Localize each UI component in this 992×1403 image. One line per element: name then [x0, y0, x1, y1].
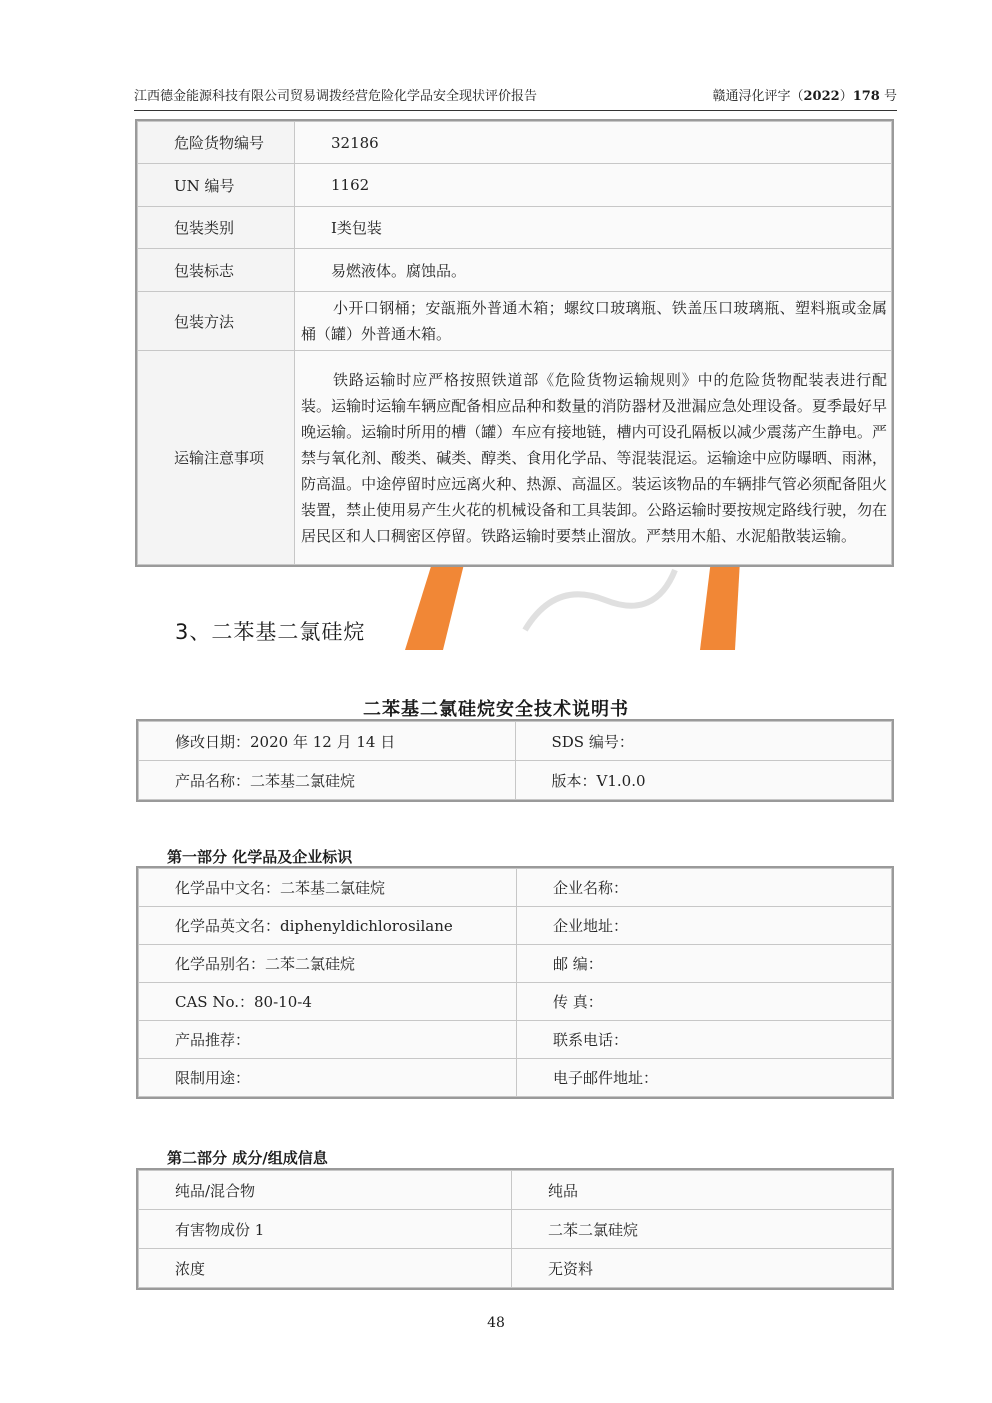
- cell-right: 企业地址：: [517, 907, 892, 945]
- table-row: [138, 351, 892, 565]
- row-key: 包装标志: [138, 249, 295, 292]
- cell-right: 邮 编：: [517, 945, 892, 983]
- part2-title: 第二部分 成分/组成信息: [167, 1149, 328, 1167]
- part2-table: [138, 1170, 892, 1288]
- cell-left: 化学品别名：二苯二氯硅烷: [139, 945, 517, 983]
- cell-left: 浓度: [139, 1249, 512, 1288]
- table-row: [138, 292, 892, 351]
- cell-left: 产品推荐：: [139, 1021, 517, 1059]
- product-name: 产品名称：二苯基二氯硅烷: [139, 761, 516, 800]
- cell-right: 传 真：: [517, 983, 892, 1021]
- table-row: [139, 1210, 892, 1249]
- table-row: [139, 869, 892, 907]
- cell-left: 化学品中文名：二苯基二氯硅烷: [139, 869, 517, 907]
- cell-right: 无资料: [512, 1249, 892, 1288]
- row-value: 铁路运输时应严格按照铁道部《危险货物运输规则》中的危险货物配装表进行配装。运输时运输车辆应配备相应品种和数量的消防器材及泄漏应急处理设备。夏季最好早晚运输。运输时所用的槽（罐）车应有接地链，槽内可设孔隔板以减少震荡产生静电。严禁与氧化剂、酸类、碱类、醇类、食用化学品、等混装混运。运输途中应防曝晒、雨淋，防高温。中途停留时应远离火种、热源、高温区。装运该物品的车辆排气管必须配备阻火装置，禁止使用易产生火花的机械设备和工具装卸。公路运输时要按规定路线行驶，勿在居民区和人口稠密区停留。铁路运输时要禁止溜放。严禁用木船、水泥船散装运输。: [295, 351, 892, 565]
- table-row: [138, 164, 892, 207]
- part1-title: 第一部分 化学品及企业标识: [167, 848, 353, 866]
- cell-right: 电子邮件地址：: [517, 1059, 892, 1097]
- header-report-number: 赣通浔化评字（2022）178 号: [712, 89, 897, 104]
- cell-left: 纯品/混合物: [139, 1171, 512, 1210]
- row-value: 1162: [295, 164, 892, 207]
- table-row: [138, 207, 892, 249]
- page-number: 48: [487, 1315, 505, 1331]
- row-key: 包装方法: [138, 292, 295, 351]
- part1-table: [138, 868, 892, 1097]
- page-header: [134, 88, 897, 111]
- table-row: [139, 1249, 892, 1288]
- header-company-title: 江西德金能源科技有限公司贸易调拨经营危险化学品安全现状评价报告: [134, 89, 538, 104]
- transport-info-table: [137, 121, 892, 565]
- table-row: [139, 983, 892, 1021]
- table-row: [138, 122, 892, 164]
- table-row: [139, 761, 892, 800]
- cell-left: CAS No.：80-10-4: [139, 983, 517, 1021]
- cell-left: 有害物成份 1: [139, 1210, 512, 1249]
- cell-right: 企业名称：: [517, 869, 892, 907]
- row-key: 危险货物编号: [138, 122, 295, 164]
- table-row: [138, 249, 892, 292]
- watermark-graphic: [405, 560, 740, 650]
- section-heading: 3、二苯基二氯硅烷: [175, 620, 366, 644]
- table-row: [139, 722, 892, 761]
- version: 版本：V1.0.0: [515, 761, 892, 800]
- revise-date: 修改日期：2020 年 12 月 14 日: [139, 722, 516, 761]
- row-value: 易燃液体。腐蚀品。: [295, 249, 892, 292]
- row-value: 小开口钢桶；安瓿瓶外普通木箱；螺纹口玻璃瓶、铁盖压口玻璃瓶、塑料瓶或金属桶（罐）外普通木箱。: [295, 292, 892, 351]
- row-key: UN 编号: [138, 164, 295, 207]
- row-key: 包装类别: [138, 207, 295, 249]
- row-value: 32186: [295, 122, 892, 164]
- sds-meta-table: [138, 721, 892, 800]
- table-row: [139, 1021, 892, 1059]
- cell-left: 化学品英文名：diphenyldichlorosilane: [139, 907, 517, 945]
- table-row: [139, 907, 892, 945]
- cell-right: 联系电话：: [517, 1021, 892, 1059]
- cell-left: 限制用途：: [139, 1059, 517, 1097]
- cell-right: 二苯二氯硅烷: [512, 1210, 892, 1249]
- table-row: [139, 1059, 892, 1097]
- sds-number: SDS 编号：: [515, 722, 892, 761]
- table-row: [139, 945, 892, 983]
- table-row: [139, 1171, 892, 1210]
- row-key: 运输注意事项: [138, 351, 295, 565]
- row-value: Ⅰ类包装: [295, 207, 892, 249]
- cell-right: 纯品: [512, 1171, 892, 1210]
- sds-title: 二苯基二氯硅烷安全技术说明书: [363, 699, 629, 720]
